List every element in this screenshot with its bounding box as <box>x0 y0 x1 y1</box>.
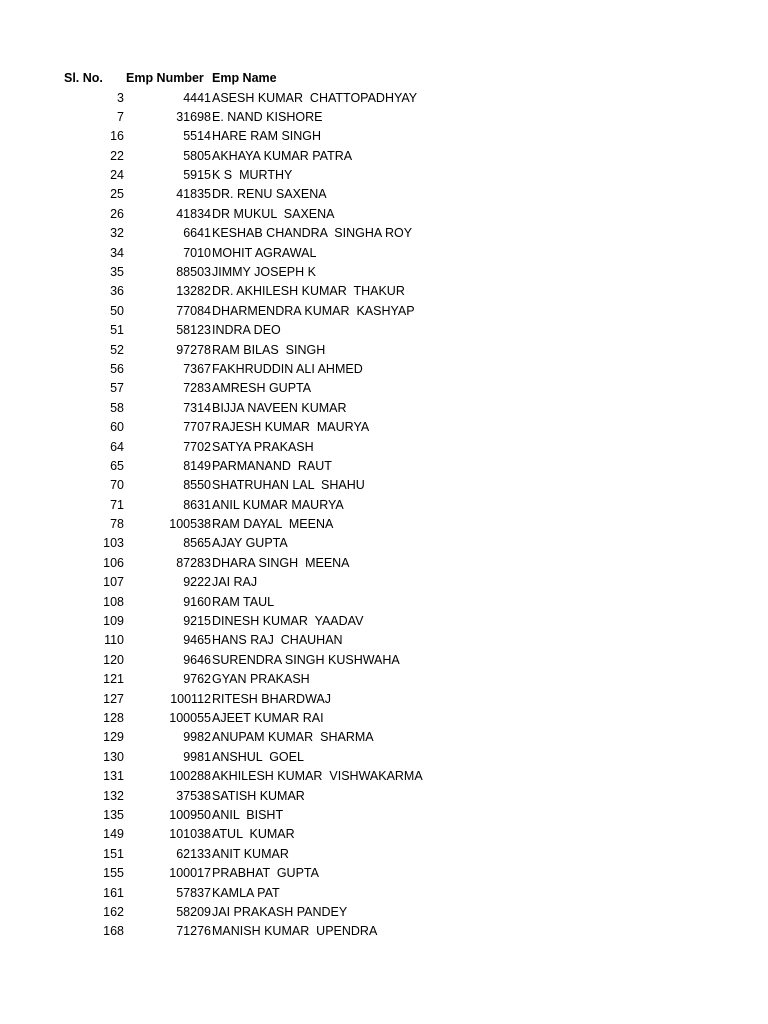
emp-number-cell: 9646 <box>183 652 211 667</box>
emp-number-cell: 9215 <box>183 614 211 629</box>
emp-number-cell: 41834 <box>176 206 211 221</box>
emp-number-cell: 7010 <box>183 245 211 260</box>
sl-no-cell: 71 <box>110 497 124 512</box>
sl-no-cell: 161 <box>103 885 124 900</box>
emp-name-cell: K S MURTHY <box>212 168 293 183</box>
sl-no-cell: 56 <box>110 361 124 376</box>
emp-number-cell: 37538 <box>176 788 211 803</box>
sl-no-cell: 52 <box>110 342 124 357</box>
emp-name-cell: RITESH BHARDWAJ <box>212 691 331 706</box>
table-row <box>0 651 768 670</box>
table-row <box>0 418 768 437</box>
table-row <box>0 670 768 689</box>
sl-no-cell: 106 <box>103 555 124 570</box>
sl-no-cell: 64 <box>110 439 124 454</box>
emp-name-cell: DR. AKHILESH KUMAR THAKUR <box>212 284 405 299</box>
emp-name-cell: SHATRUHAN LAL SHAHU <box>212 478 365 493</box>
column-header-emp-name: Emp Name <box>212 71 277 85</box>
emp-name-cell: AJAY GUPTA <box>212 536 288 551</box>
table-row <box>0 864 768 883</box>
emp-name-cell: AKHAYA KUMAR PATRA <box>212 148 353 163</box>
emp-number-cell: 8149 <box>183 458 211 473</box>
sl-no-cell: 107 <box>103 575 124 590</box>
emp-name-cell: HARE RAM SINGH <box>212 129 322 144</box>
emp-name-cell: KESHAB CHANDRA SINGHA ROY <box>212 226 413 241</box>
table-row <box>0 147 768 166</box>
table-row <box>0 476 768 495</box>
emp-name-cell: DR MUKUL SAXENA <box>212 206 335 221</box>
sl-no-cell: 135 <box>103 807 124 822</box>
table-row <box>0 515 768 534</box>
sl-no-cell: 109 <box>103 614 124 629</box>
table-row <box>0 127 768 146</box>
emp-number-cell: 100017 <box>169 866 211 881</box>
sl-no-cell: 16 <box>110 129 124 144</box>
emp-number-cell: 8550 <box>183 478 211 493</box>
emp-number-cell: 77084 <box>176 303 211 318</box>
sl-no-cell: 120 <box>103 652 124 667</box>
emp-number-cell: 58209 <box>176 904 211 919</box>
emp-name-cell: RAM TAUL <box>212 594 275 609</box>
emp-number-cell: 100055 <box>169 711 211 725</box>
sl-no-cell: 108 <box>103 594 124 609</box>
table-row <box>0 748 768 767</box>
sl-no-cell: 132 <box>103 788 124 803</box>
emp-number-cell: 58123 <box>176 323 211 338</box>
table-row <box>0 457 768 476</box>
emp-name-cell: DINESH KUMAR YAADAV <box>212 614 364 629</box>
emp-number-cell: 87283 <box>176 555 211 570</box>
sl-no-cell: 25 <box>110 187 124 202</box>
emp-number-cell: 9160 <box>183 594 211 609</box>
emp-number-cell: 5915 <box>183 168 211 183</box>
table-body <box>0 89 768 942</box>
emp-number-cell: 7314 <box>183 400 211 415</box>
sl-no-cell: 130 <box>103 749 124 764</box>
table-row <box>0 108 768 127</box>
emp-number-cell: 8631 <box>183 497 211 512</box>
emp-number-cell: 4441 <box>183 90 211 105</box>
emp-name-cell: ANSHUL GOEL <box>212 749 304 764</box>
emp-number-cell: 101038 <box>169 827 211 842</box>
employee-table <box>0 69 768 942</box>
emp-number-cell: 97278 <box>176 342 211 357</box>
table-row <box>0 612 768 631</box>
emp-name-cell: DR. RENU SAXENA <box>212 187 327 202</box>
table-row <box>0 205 768 224</box>
emp-name-cell: FAKHRUDDIN ALI AHMED <box>212 361 363 376</box>
sl-no-cell: 162 <box>103 904 124 919</box>
emp-number-cell: 7283 <box>183 381 211 396</box>
sl-no-cell: 3 <box>117 90 124 105</box>
emp-name-cell: PARMANAND RAUT <box>212 458 332 473</box>
sl-no-cell: 57 <box>110 381 124 396</box>
emp-number-cell: 8565 <box>183 536 211 551</box>
table-row <box>0 185 768 204</box>
sl-no-cell: 103 <box>103 536 124 551</box>
emp-name-cell: GYAN PRAKASH <box>212 672 310 687</box>
table-row <box>0 89 768 108</box>
emp-name-cell: SATISH KUMAR <box>212 788 305 803</box>
sl-no-cell: 32 <box>110 226 124 241</box>
sl-no-cell: 168 <box>103 924 124 939</box>
emp-number-cell: 13282 <box>176 284 211 299</box>
table-header <box>0 69 768 89</box>
table-row <box>0 806 768 825</box>
sl-no-cell: 50 <box>110 303 124 318</box>
table-row <box>0 166 768 185</box>
emp-number-cell: 88503 <box>176 265 211 280</box>
sl-no-cell: 78 <box>110 517 124 532</box>
table-row <box>0 690 768 709</box>
table-row <box>0 903 768 922</box>
sl-no-cell: 60 <box>110 420 124 435</box>
table-row <box>0 282 768 301</box>
table-row <box>0 554 768 573</box>
emp-number-cell: 7702 <box>183 439 211 454</box>
sl-no-cell: 7 <box>117 109 124 124</box>
table-row <box>0 360 768 379</box>
table-row <box>0 631 768 650</box>
emp-name-cell: SURENDRA SINGH KUSHWAHA <box>212 652 400 667</box>
table-row <box>0 845 768 864</box>
table-row <box>0 341 768 360</box>
table-row <box>0 593 768 612</box>
emp-name-cell: HANS RAJ CHAUHAN <box>212 633 343 648</box>
table-row <box>0 263 768 282</box>
table-row <box>0 573 768 592</box>
table-row <box>0 884 768 903</box>
emp-number-cell: 41835 <box>176 187 211 202</box>
sl-no-cell: 151 <box>103 846 124 861</box>
table-row <box>0 496 768 515</box>
table-row <box>0 438 768 457</box>
emp-number-cell: 62133 <box>176 846 211 861</box>
sl-no-cell: 24 <box>110 168 124 183</box>
table-row <box>0 244 768 263</box>
emp-name-cell: E. NAND KISHORE <box>212 109 323 124</box>
sl-no-cell: 70 <box>110 478 124 493</box>
emp-name-cell: ATUL KUMAR <box>212 827 295 842</box>
emp-number-cell: 6641 <box>183 226 211 241</box>
sl-no-cell: 155 <box>103 866 124 881</box>
emp-name-cell: PRABHAT GUPTA <box>212 866 319 881</box>
table-row <box>0 224 768 243</box>
sl-no-cell: 65 <box>110 458 124 473</box>
column-header-emp-number: Emp Number <box>126 71 204 85</box>
emp-name-cell: JAI RAJ <box>212 575 258 590</box>
emp-number-cell: 7367 <box>183 361 211 376</box>
table-row <box>0 922 768 941</box>
table-row <box>0 321 768 340</box>
table-row <box>0 709 768 728</box>
column-header-sl-no: Sl. No. <box>64 71 103 85</box>
emp-number-cell: 9982 <box>183 730 211 745</box>
emp-number-cell: 100950 <box>169 807 211 822</box>
table-row <box>0 379 768 398</box>
sl-no-cell: 128 <box>103 711 124 725</box>
emp-number-cell: 7707 <box>183 420 211 435</box>
sl-no-cell: 36 <box>110 284 124 299</box>
emp-number-cell: 9465 <box>183 633 211 648</box>
emp-number-cell: 9222 <box>183 575 211 590</box>
emp-name-cell: DHARMENDRA KUMAR KASHYAP <box>212 303 415 318</box>
emp-number-cell: 9762 <box>183 672 211 687</box>
emp-number-cell: 9981 <box>183 749 211 764</box>
table-row <box>0 534 768 553</box>
emp-number-cell: 100288 <box>169 769 211 784</box>
sl-no-cell: 51 <box>110 323 124 338</box>
emp-number-cell: 100112 <box>170 691 211 706</box>
emp-name-cell: DHARA SINGH MEENA <box>212 555 350 570</box>
emp-number-cell: 31698 <box>176 109 211 124</box>
emp-name-cell: JIMMY JOSEPH K <box>212 265 316 280</box>
emp-number-cell: 5805 <box>183 148 211 163</box>
table-row <box>0 825 768 844</box>
emp-name-cell: INDRA DEO <box>212 323 281 338</box>
emp-number-cell: 57837 <box>176 885 211 900</box>
emp-name-cell: JAI PRAKASH PANDEY <box>212 904 348 919</box>
emp-name-cell: AKHILESH KUMAR VISHWAKARMA <box>212 769 423 784</box>
emp-name-cell: KAMLA PAT <box>212 885 280 900</box>
sl-no-cell: 22 <box>110 148 124 163</box>
emp-name-cell: BIJJA NAVEEN KUMAR <box>212 400 347 415</box>
emp-name-cell: ANIT KUMAR <box>212 846 289 861</box>
table-row <box>0 728 768 747</box>
sl-no-cell: 121 <box>103 672 124 687</box>
sl-no-cell: 129 <box>103 730 124 745</box>
emp-name-cell: ASESH KUMAR CHATTOPADHYAY <box>212 90 418 105</box>
emp-name-cell: RAM BILAS SINGH <box>212 342 326 357</box>
emp-number-cell: 100538 <box>169 517 211 532</box>
emp-name-cell: MANISH KUMAR UPENDRA <box>212 924 378 939</box>
sl-no-cell: 58 <box>110 400 124 415</box>
table-row <box>0 302 768 321</box>
table-row <box>0 767 768 786</box>
table-row <box>0 787 768 806</box>
emp-name-cell: RAM DAYAL MEENA <box>212 517 334 532</box>
emp-name-cell: ANIL BISHT <box>212 807 284 822</box>
emp-name-cell: ANUPAM KUMAR SHARMA <box>212 730 374 745</box>
table-row <box>0 399 768 418</box>
emp-number-cell: 71276 <box>176 924 211 939</box>
emp-name-cell: ANIL KUMAR MAURYA <box>212 497 344 512</box>
sl-no-cell: 127 <box>103 691 124 706</box>
sl-no-cell: 35 <box>110 265 124 280</box>
sl-no-cell: 131 <box>103 769 124 784</box>
sl-no-cell: 149 <box>103 827 124 842</box>
emp-number-cell: 5514 <box>183 129 211 144</box>
sl-no-cell: 110 <box>104 633 124 648</box>
sl-no-cell: 34 <box>110 245 124 260</box>
emp-name-cell: AJEET KUMAR RAI <box>212 711 324 725</box>
emp-name-cell: SATYA PRAKASH <box>212 439 314 454</box>
emp-name-cell: RAJESH KUMAR MAURYA <box>212 420 370 435</box>
emp-name-cell: AMRESH GUPTA <box>212 381 312 396</box>
sl-no-cell: 26 <box>110 206 124 221</box>
emp-name-cell: MOHIT AGRAWAL <box>212 245 317 260</box>
